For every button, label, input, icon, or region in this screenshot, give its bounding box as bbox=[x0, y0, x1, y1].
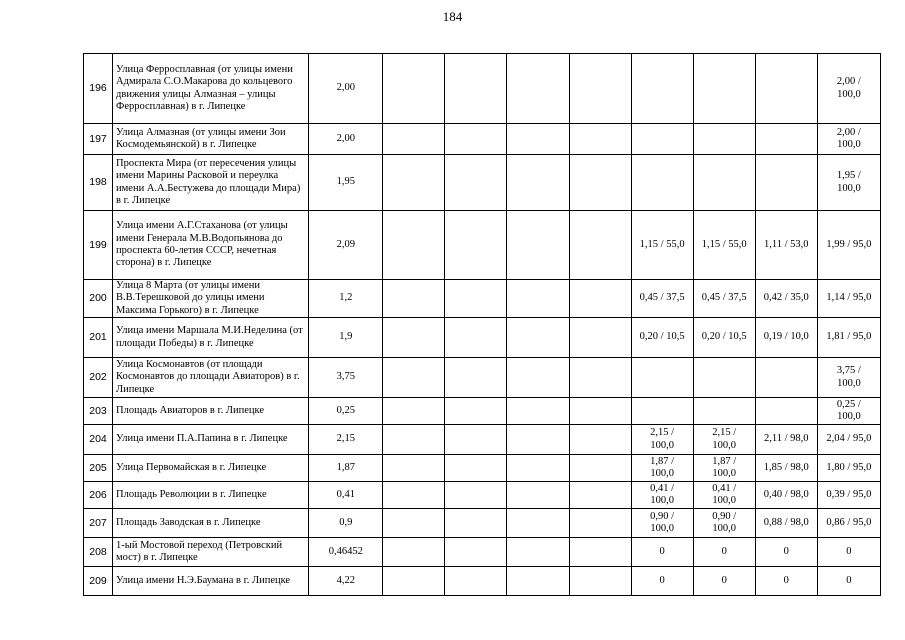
value-cell: 0,90 / 100,0 bbox=[693, 509, 755, 538]
value-cell bbox=[569, 538, 631, 567]
value-cell: 2,00 / 100,0 bbox=[817, 124, 880, 155]
value-cell: 0 bbox=[755, 538, 817, 567]
value-cell bbox=[383, 398, 445, 425]
value-cell bbox=[383, 482, 445, 509]
value-cell: 1,11 / 53,0 bbox=[755, 211, 817, 280]
value-cell bbox=[383, 54, 445, 124]
road-length: 0,25 bbox=[309, 398, 383, 425]
table-row bbox=[84, 155, 881, 211]
road-name: Улица 8 Марта (от улицы имени В.В.Терешковой до улицы имени Максима Горького) в г. Липецке bbox=[113, 280, 309, 318]
value-cell: 0,40 / 98,0 bbox=[755, 482, 817, 509]
value-cell bbox=[693, 54, 755, 124]
value-cell bbox=[383, 455, 445, 482]
road-length: 1,9 bbox=[309, 318, 383, 358]
row-number: 198 bbox=[84, 155, 113, 211]
value-cell: 0 bbox=[693, 538, 755, 567]
value-cell: 0,41 / 100,0 bbox=[631, 482, 693, 509]
table-row bbox=[84, 455, 881, 482]
value-cell bbox=[507, 509, 569, 538]
value-cell bbox=[383, 538, 445, 567]
row-number: 207 bbox=[84, 509, 113, 538]
road-length: 0,9 bbox=[309, 509, 383, 538]
row-number: 208 bbox=[84, 538, 113, 567]
row-number: 201 bbox=[84, 318, 113, 358]
value-cell: 1,87 / 100,0 bbox=[693, 455, 755, 482]
value-cell: 1,99 / 95,0 bbox=[817, 211, 880, 280]
value-cell bbox=[383, 280, 445, 318]
value-cell: 0 bbox=[817, 538, 880, 567]
value-cell: 0 bbox=[693, 567, 755, 596]
value-cell: 1,87 / 100,0 bbox=[631, 455, 693, 482]
road-length: 2,00 bbox=[309, 54, 383, 124]
value-cell bbox=[693, 358, 755, 398]
table-row bbox=[84, 538, 881, 567]
value-cell: 1,85 / 98,0 bbox=[755, 455, 817, 482]
value-cell bbox=[383, 425, 445, 455]
road-name: Улица имени Маршала М.И.Неделина (от площади Победы) в г. Липецке bbox=[113, 318, 309, 358]
value-cell bbox=[569, 318, 631, 358]
value-cell: 2,11 / 98,0 bbox=[755, 425, 817, 455]
value-cell bbox=[569, 455, 631, 482]
value-cell bbox=[569, 211, 631, 280]
road-length: 2,09 bbox=[309, 211, 383, 280]
value-cell bbox=[383, 509, 445, 538]
value-cell bbox=[631, 124, 693, 155]
value-cell: 0,19 / 10,0 bbox=[755, 318, 817, 358]
value-cell bbox=[631, 155, 693, 211]
value-cell bbox=[755, 124, 817, 155]
value-cell bbox=[693, 398, 755, 425]
value-cell bbox=[693, 155, 755, 211]
road-length: 2,15 bbox=[309, 425, 383, 455]
table-row bbox=[84, 318, 881, 358]
road-name: Улица имени П.А.Папина в г. Липецке bbox=[113, 425, 309, 455]
value-cell: 1,95 / 100,0 bbox=[817, 155, 880, 211]
table-row bbox=[84, 398, 881, 425]
value-cell bbox=[383, 155, 445, 211]
value-cell: 0,39 / 95,0 bbox=[817, 482, 880, 509]
value-cell: 0 bbox=[817, 567, 880, 596]
value-cell: 0,45 / 37,5 bbox=[631, 280, 693, 318]
value-cell bbox=[569, 155, 631, 211]
road-name: Площадь Авиаторов в г. Липецке bbox=[113, 398, 309, 425]
road-name: Улица имени А.Г.Стаханова (от улицы имени Генерала М.В.Водопьянова до проспекта 60-летия СССР, нечетная сторона) в г. Липецке bbox=[113, 211, 309, 280]
road-length: 0,46452 bbox=[309, 538, 383, 567]
value-cell: 1,15 / 55,0 bbox=[631, 211, 693, 280]
value-cell bbox=[445, 54, 507, 124]
value-cell bbox=[507, 425, 569, 455]
value-cell bbox=[569, 280, 631, 318]
value-cell bbox=[507, 124, 569, 155]
value-cell bbox=[569, 509, 631, 538]
row-number: 196 bbox=[84, 54, 113, 124]
value-cell: 1,81 / 95,0 bbox=[817, 318, 880, 358]
value-cell bbox=[755, 358, 817, 398]
value-cell bbox=[569, 482, 631, 509]
row-number: 204 bbox=[84, 425, 113, 455]
road-length: 0,41 bbox=[309, 482, 383, 509]
value-cell bbox=[631, 358, 693, 398]
value-cell bbox=[569, 358, 631, 398]
value-cell bbox=[755, 155, 817, 211]
road-length: 1,95 bbox=[309, 155, 383, 211]
value-cell: 1,15 / 55,0 bbox=[693, 211, 755, 280]
value-cell: 1,80 / 95,0 bbox=[817, 455, 880, 482]
value-cell bbox=[445, 455, 507, 482]
table-row bbox=[84, 358, 881, 398]
value-cell: 2,00 / 100,0 bbox=[817, 54, 880, 124]
value-cell bbox=[445, 358, 507, 398]
value-cell bbox=[383, 211, 445, 280]
value-cell bbox=[383, 567, 445, 596]
table-row bbox=[84, 509, 881, 538]
value-cell bbox=[445, 425, 507, 455]
road-name: 1-ый Мостовой переход (Петровский мост) в г. Липецке bbox=[113, 538, 309, 567]
value-cell bbox=[383, 124, 445, 155]
road-name: Улица Космонавтов (от площади Космонавтов до площади Авиаторов) в г. Липецке bbox=[113, 358, 309, 398]
table-row bbox=[84, 425, 881, 455]
value-cell: 0 bbox=[631, 567, 693, 596]
road-name: Улица Первомайская в г. Липецке bbox=[113, 455, 309, 482]
value-cell: 0 bbox=[631, 538, 693, 567]
row-number: 197 bbox=[84, 124, 113, 155]
value-cell: 1,14 / 95,0 bbox=[817, 280, 880, 318]
value-cell: 0,45 / 37,5 bbox=[693, 280, 755, 318]
road-name: Улица имени Н.Э.Баумана в г. Липецке bbox=[113, 567, 309, 596]
value-cell bbox=[445, 280, 507, 318]
row-number: 209 bbox=[84, 567, 113, 596]
value-cell bbox=[569, 54, 631, 124]
value-cell bbox=[507, 482, 569, 509]
road-name: Проспекта Мира (от пересечения улицы имени Марины Расковой и переулка имени А.А.Бестужева до площади Мира) в г. Липецке bbox=[113, 155, 309, 211]
value-cell bbox=[445, 211, 507, 280]
value-cell: 2,15 / 100,0 bbox=[693, 425, 755, 455]
road-length: 2,00 bbox=[309, 124, 383, 155]
value-cell bbox=[445, 398, 507, 425]
value-cell: 0,86 / 95,0 bbox=[817, 509, 880, 538]
row-number: 202 bbox=[84, 358, 113, 398]
row-number: 199 bbox=[84, 211, 113, 280]
value-cell bbox=[445, 482, 507, 509]
value-cell: 3,75 / 100,0 bbox=[817, 358, 880, 398]
value-cell bbox=[507, 54, 569, 124]
table-row bbox=[84, 567, 881, 596]
value-cell bbox=[569, 425, 631, 455]
value-cell bbox=[507, 398, 569, 425]
value-cell bbox=[755, 54, 817, 124]
value-cell bbox=[507, 211, 569, 280]
page-number: 184 bbox=[442, 9, 463, 24]
value-cell: 0,88 / 98,0 bbox=[755, 509, 817, 538]
value-cell bbox=[507, 280, 569, 318]
road-length: 1,87 bbox=[309, 455, 383, 482]
road-name: Площадь Революции в г. Липецке bbox=[113, 482, 309, 509]
value-cell bbox=[445, 155, 507, 211]
value-cell bbox=[507, 155, 569, 211]
table-row bbox=[84, 211, 881, 280]
row-number: 206 bbox=[84, 482, 113, 509]
table-row bbox=[84, 482, 881, 509]
table-row bbox=[84, 280, 881, 318]
value-cell bbox=[445, 538, 507, 567]
value-cell: 0,41 / 100,0 bbox=[693, 482, 755, 509]
value-cell: 2,04 / 95,0 bbox=[817, 425, 880, 455]
value-cell bbox=[445, 567, 507, 596]
value-cell: 0,25 / 100,0 bbox=[817, 398, 880, 425]
value-cell bbox=[383, 358, 445, 398]
value-cell: 0,42 / 35,0 bbox=[755, 280, 817, 318]
value-cell bbox=[507, 455, 569, 482]
table-row bbox=[84, 54, 881, 124]
value-cell bbox=[569, 398, 631, 425]
road-name: Площадь Заводская в г. Липецке bbox=[113, 509, 309, 538]
value-cell: 0,90 / 100,0 bbox=[631, 509, 693, 538]
row-number: 200 bbox=[84, 280, 113, 318]
value-cell: 0,20 / 10,5 bbox=[631, 318, 693, 358]
value-cell: 0,20 / 10,5 bbox=[693, 318, 755, 358]
value-cell bbox=[507, 358, 569, 398]
value-cell bbox=[569, 567, 631, 596]
road-name: Улица Ферросплавная (от улицы имени Адмирала С.О.Макарова до кольцевого движения улицы Алмазная – улицы Ферросплавная) в г. Липецке bbox=[113, 54, 309, 124]
value-cell: 0 bbox=[755, 567, 817, 596]
value-cell bbox=[445, 318, 507, 358]
road-length: 4,22 bbox=[309, 567, 383, 596]
value-cell: 2,15 / 100,0 bbox=[631, 425, 693, 455]
road-length: 3,75 bbox=[309, 358, 383, 398]
road-name: Улица Алмазная (от улицы имени Зои Космодемьянской) в г. Липецке bbox=[113, 124, 309, 155]
value-cell bbox=[507, 567, 569, 596]
value-cell bbox=[631, 398, 693, 425]
table-row bbox=[84, 124, 881, 155]
value-cell bbox=[507, 318, 569, 358]
value-cell bbox=[569, 124, 631, 155]
value-cell bbox=[755, 398, 817, 425]
value-cell bbox=[445, 124, 507, 155]
value-cell bbox=[507, 538, 569, 567]
roads-table bbox=[83, 53, 881, 596]
row-number: 205 bbox=[84, 455, 113, 482]
value-cell bbox=[693, 124, 755, 155]
row-number: 203 bbox=[84, 398, 113, 425]
value-cell bbox=[631, 54, 693, 124]
road-length: 1,2 bbox=[309, 280, 383, 318]
value-cell bbox=[445, 509, 507, 538]
value-cell bbox=[383, 318, 445, 358]
